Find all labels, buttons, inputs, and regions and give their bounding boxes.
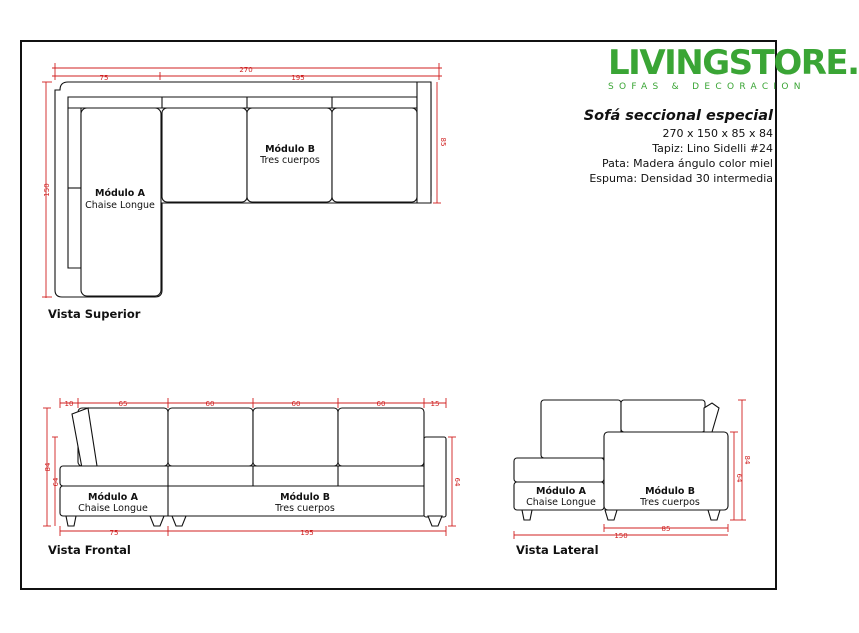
front-dim-height: 84	[44, 462, 52, 472]
front-right-arm	[424, 437, 446, 517]
side-view	[514, 400, 751, 540]
front-dim-bottom-b: 195	[300, 529, 314, 537]
top-dim-a: 75	[99, 74, 109, 82]
side-pillow	[704, 403, 719, 432]
side-module-a-name: Módulo A	[536, 486, 586, 497]
front-dim-10: 10	[64, 400, 74, 408]
front-dim-60-a: 60	[205, 400, 215, 408]
front-dim-15: 15	[430, 400, 440, 408]
top-module-b-desc: Tres cuerpos	[260, 155, 320, 166]
side-module-b-name: Módulo B	[645, 486, 695, 497]
top-back-cushions	[68, 97, 417, 108]
top-module-a-name: Módulo A	[95, 188, 145, 199]
spec-legs: Pata: Madera ángulo color miel	[601, 157, 773, 170]
front-dim-60-c: 60	[376, 400, 386, 408]
top-module-b-name: Módulo B	[265, 144, 315, 155]
spec-fabric: Tapiz: Lino Sidelli #24	[652, 142, 773, 155]
front-dim-60-b: 60	[291, 400, 301, 408]
side-dim-height: 84	[743, 455, 751, 465]
front-module-b-name: Módulo B	[280, 492, 330, 503]
top-seat-3	[332, 108, 417, 202]
top-seat-1	[162, 108, 247, 202]
front-view	[43, 398, 461, 537]
front-dim-seat-height: 64	[52, 477, 60, 487]
brand-tagline: SOFAS & DECORACION	[608, 82, 806, 92]
side-view-title: Vista Lateral	[516, 543, 599, 557]
side-chaise-seat	[514, 458, 604, 482]
side-module-b-desc: Tres cuerpos	[640, 497, 700, 508]
side-dim-total: 150	[614, 532, 628, 540]
front-dim-arm-height: 64	[453, 477, 461, 487]
spec-title: Sofá seccional especial	[583, 108, 773, 124]
spec-foam: Espuma: Densidad 30 intermedia	[589, 172, 773, 185]
top-view-title: Vista Superior	[48, 307, 141, 321]
top-dim-back: 85	[439, 137, 447, 147]
front-module-b-desc: Tres cuerpos	[275, 503, 335, 514]
front-dim-65: 65	[118, 400, 128, 408]
top-right-arm	[417, 82, 431, 203]
top-dim-depth: 150	[43, 183, 51, 197]
side-module-a-desc: Chaise Longue	[526, 497, 596, 508]
brand-name: LIVINGSTORE.	[608, 43, 859, 83]
spec-dimensions: 270 x 150 x 85 x 84	[662, 127, 773, 140]
top-dim-b: 195	[291, 74, 305, 82]
front-dim-bottom-a: 75	[109, 529, 119, 537]
front-module-a-desc: Chaise Longue	[78, 503, 148, 514]
top-dim-total: 270	[239, 66, 253, 74]
side-dim-seat-height: 64	[735, 473, 743, 483]
front-seat-layer	[60, 466, 426, 486]
front-view-title: Vista Frontal	[48, 543, 131, 557]
top-view	[42, 63, 447, 298]
top-module-a-desc: Chaise Longue	[85, 200, 155, 211]
side-dim-b: 85	[661, 525, 671, 533]
front-module-a-name: Módulo A	[88, 492, 138, 503]
